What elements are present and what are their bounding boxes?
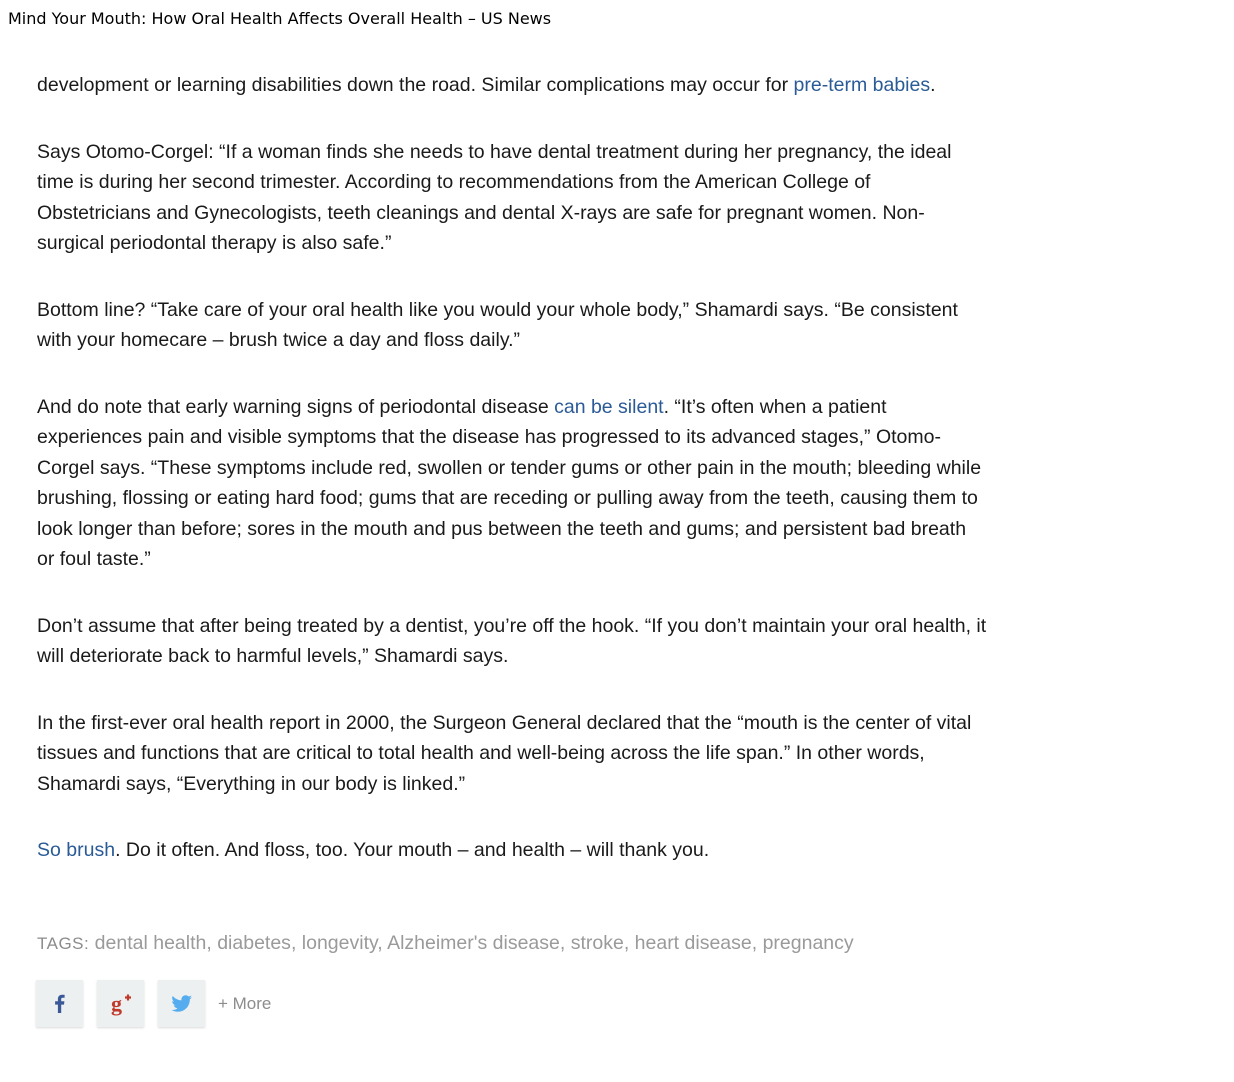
- tag-separator: ,: [377, 932, 388, 954]
- facebook-share-button[interactable]: [36, 980, 83, 1027]
- paragraph: [37, 611, 987, 672]
- tag-link[interactable]: stroke: [570, 932, 624, 954]
- page-title: Mind Your Mouth: How Oral Health Affects Overall Health – US News: [8, 9, 552, 28]
- google-plus-share-button[interactable]: [97, 980, 144, 1027]
- text-segment: Says Otomo-Corgel: “If a woman finds she needs to have dental treatment during her pregnancy, the ideal time is during her second trimester. According to recommendations from the American College of Obstetricians and Gynecologists, teeth cleanings and dental X-rays are safe for pregnant women. Non-surgical periodontal therapy is also safe.”: [37, 140, 952, 254]
- twitter-icon: [158, 980, 205, 1027]
- article-body: [37, 70, 987, 902]
- text-segment: . Do it often. And floss, too. Your mouth – and health – will thank you.: [115, 839, 710, 861]
- svg-text:g: g: [111, 991, 122, 1016]
- tag-separator: ,: [623, 932, 635, 954]
- tag-link[interactable]: Alzheimer's disease: [387, 932, 560, 954]
- paragraph: [37, 70, 987, 101]
- link-can-be-silent[interactable]: can be silent: [554, 395, 664, 418]
- google-plus-icon: [97, 980, 144, 1027]
- paragraph: [37, 708, 987, 800]
- tags-row: [37, 928, 854, 959]
- text-segment: And do note that early warning signs of periodontal disease: [37, 395, 555, 418]
- tag-separator: ,: [290, 932, 302, 954]
- paragraph: [37, 392, 987, 575]
- tag-link[interactable]: longevity: [301, 932, 378, 954]
- text-segment: development or learning disabilities down the road. Similar complications may occur for: [37, 74, 794, 96]
- tag-link[interactable]: dental health: [94, 932, 207, 954]
- text-segment: In the first-ever oral health report in 2000, the Surgeon General declared that the “mouth is the center of vital tissues and functions that are critical to total health and well-being across the life span.” In other words, Shamardi says, “Everything in our body is linked.”: [37, 711, 972, 795]
- text-segment: .: [930, 74, 936, 96]
- text-segment: . “It’s often when a patient experiences pain and visible symptoms that the disease has progressed to its advanced stages,” Otomo-Corgel says. “These symptoms include red, swollen or tender gums or other pain in the mouth; bleeding while brushing, flossing or eating hard food; gums that are receding or pulling away from the teeth, causing them to look longer than before; sores in the mouth and pus between the teeth and gums; and persistent bad breath or foul taste.”: [37, 395, 982, 570]
- tag-link[interactable]: diabetes: [217, 932, 291, 954]
- link-so-brush[interactable]: So brush: [37, 839, 116, 861]
- tag-link[interactable]: heart disease: [634, 932, 752, 954]
- text-segment: Don’t assume that after being treated by a dentist, you’re off the hook. “If you don’t maintain your oral health, it will deteriorate back to harmful levels,” Shamardi says.: [37, 614, 987, 667]
- tag-separator: ,: [751, 932, 763, 954]
- tag-link[interactable]: pregnancy: [762, 932, 854, 954]
- paragraph: [37, 835, 987, 866]
- tag-separator: ,: [206, 932, 218, 954]
- paragraph: [37, 137, 987, 259]
- paragraph: [37, 295, 987, 356]
- link-pre-term-babies[interactable]: pre-term babies: [793, 74, 931, 96]
- tags-label: TAGS:: [37, 934, 90, 953]
- tag-separator: ,: [559, 932, 571, 954]
- more-share-link[interactable]: + More: [218, 994, 272, 1013]
- twitter-share-button[interactable]: [158, 980, 205, 1027]
- text-segment: Bottom line? “Take care of your oral health like you would your whole body,” Shamardi says. “Be consistent with your homecare – brush twice a day and floss daily.”: [37, 298, 958, 351]
- facebook-icon: [36, 980, 83, 1027]
